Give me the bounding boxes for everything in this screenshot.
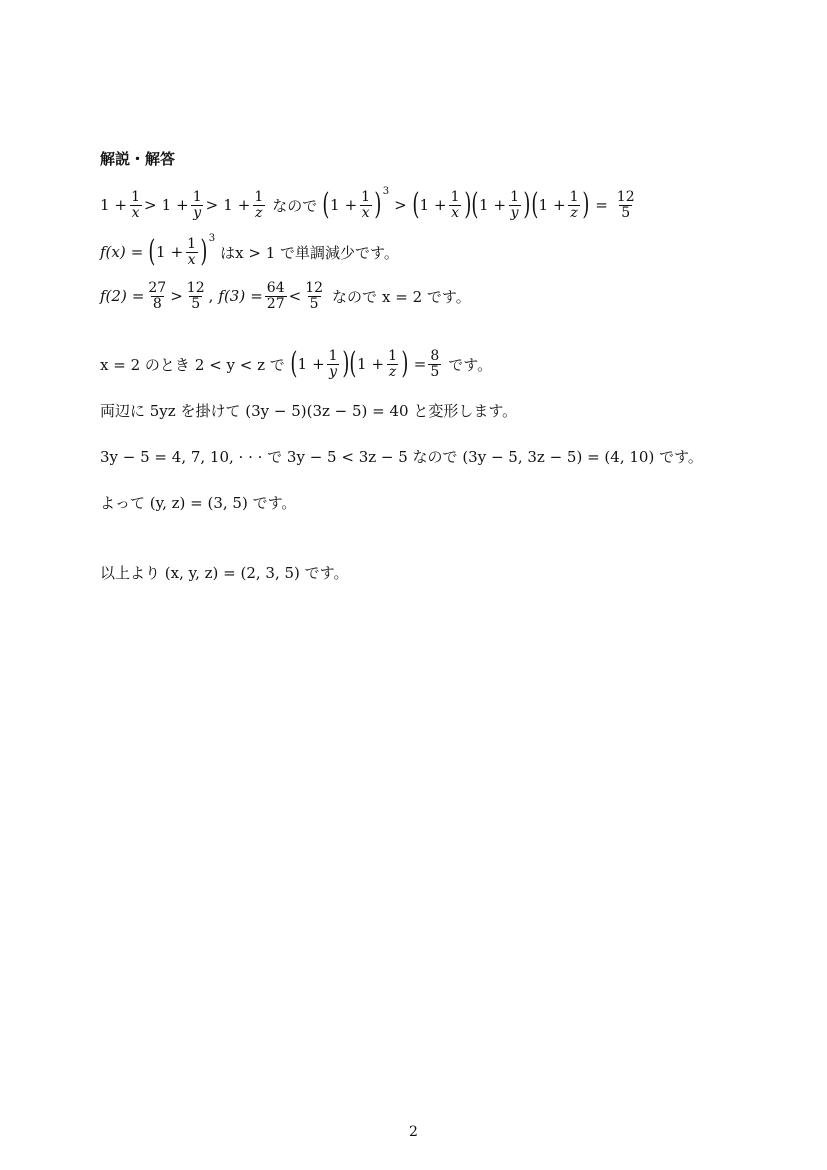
fraction-12-over-5: $\frac{12}{5}$ <box>616 188 635 221</box>
plus-sign: + <box>176 196 189 214</box>
fraction-1-over-y: $\frac{1}{y}$ <box>192 188 202 221</box>
fraction-1-over-x: $\frac{1}{x}$ <box>361 188 371 221</box>
term-one: 1 <box>223 196 233 214</box>
eq-sign: = <box>250 287 263 305</box>
fraction-1-over-x: $\frac{1}{x}$ <box>187 235 197 268</box>
fraction-12-over-5: $\frac{12}{5}$ <box>305 279 324 312</box>
exponent: 3 <box>208 232 216 244</box>
fraction-1-over-z: $\frac{1}{z}$ <box>388 347 398 380</box>
case-text: x = 2 のとき <box>100 355 190 374</box>
f2-term: f(2) <box>100 287 127 305</box>
term-one: 1 <box>161 196 172 214</box>
comma: , <box>208 287 214 305</box>
desu-text: です。 <box>448 355 493 374</box>
plus-sign: + <box>237 196 251 214</box>
gt-sign: > <box>205 196 219 214</box>
inequality-line: 1 + $\frac{1}{x}$ > 1 + $\frac{1}{y}$ > 1 + $\frac{1}{z}$ なので ( 1 + $\frac{1}{x}$ ) 3 > ( 1 + $\frac{1}{x}$ ) ( 1 + $\frac{1}{y}$ ) ( 1 + $\frac{1}{z}$ ) = $\frac{12}{5}$ <box>100 185 635 222</box>
conclusion-x-text: x = 2 です。 <box>382 287 471 306</box>
term-one: 1 <box>100 196 110 214</box>
case-analysis-line: 3y − 5 = 4, 7, 10, · · · で 3y − 5 < 3z − 5 なので (3y − 5, 3z − 5) = (4, 10) です。 <box>100 447 703 466</box>
section-heading: 解説・解答 <box>100 150 176 168</box>
yz-condition-line: x = 2 のとき 2 < y < z で ( 1 + $\frac{1}{y}$ ) ( 1 + $\frac{1}{z}$ ) = $\frac{8}{5}$ です。 <box>100 346 493 381</box>
page-number: 2 <box>409 1124 418 1140</box>
fraction-64-over-27: $\frac{64}{27}$ <box>266 279 285 312</box>
gt-sign: > <box>170 287 183 305</box>
lt-sign: < <box>288 287 302 305</box>
eq-sign: = <box>130 243 144 261</box>
plus-sign: + <box>114 196 128 214</box>
monotonic-text: x > 1 で単調減少です。 <box>235 243 399 262</box>
final-answer-line: 以上より (x, y, z) = (2, 3, 5) です。 <box>100 563 349 582</box>
fraction-1-over-z: $\frac{1}{z}$ <box>569 188 579 221</box>
f3-term: f(3) <box>218 287 246 305</box>
yz-result-line: よって (y, z) = (3, 5) です。 <box>100 493 297 512</box>
fraction-1-over-x: $\frac{1}{x}$ <box>450 188 460 221</box>
gt-sign: > <box>394 196 407 214</box>
fraction-12-over-5: $\frac{12}{5}$ <box>186 279 205 312</box>
connector-text: なので <box>272 196 318 215</box>
fraction-1-over-y: $\frac{1}{y}$ <box>510 188 519 221</box>
exponent: 3 <box>382 185 390 197</box>
eq-sign: = <box>595 196 608 214</box>
gt-sign: > <box>144 196 157 214</box>
fraction-1-over-z: $\frac{1}{z}$ <box>254 188 264 221</box>
connector-text: なので <box>332 287 378 306</box>
fraction-1-over-y: $\frac{1}{y}$ <box>328 347 338 380</box>
evaluation-line <box>100 276 471 316</box>
fraction-8-over-5: $\frac{8}{5}$ <box>430 347 440 380</box>
fraction-27-over-8: $\frac{27}{8}$ <box>148 279 167 312</box>
function-term: f(x) <box>100 243 126 261</box>
particle-text: は <box>220 243 236 262</box>
transform-line: 両辺に 5yz を掛けて (3y − 5)(3z − 5) = 40 と変形します。 <box>100 401 518 420</box>
eq-sign: = <box>413 355 427 373</box>
fraction-1-over-x: $\frac{1}{x}$ <box>131 188 141 221</box>
eq-sign: = <box>131 287 145 305</box>
function-line: f(x) = ( 1 + $\frac{1}{x}$ ) 3 は x > 1 で単調減少です。 <box>100 232 399 269</box>
order-text: 2 < y < z で <box>194 355 285 374</box>
